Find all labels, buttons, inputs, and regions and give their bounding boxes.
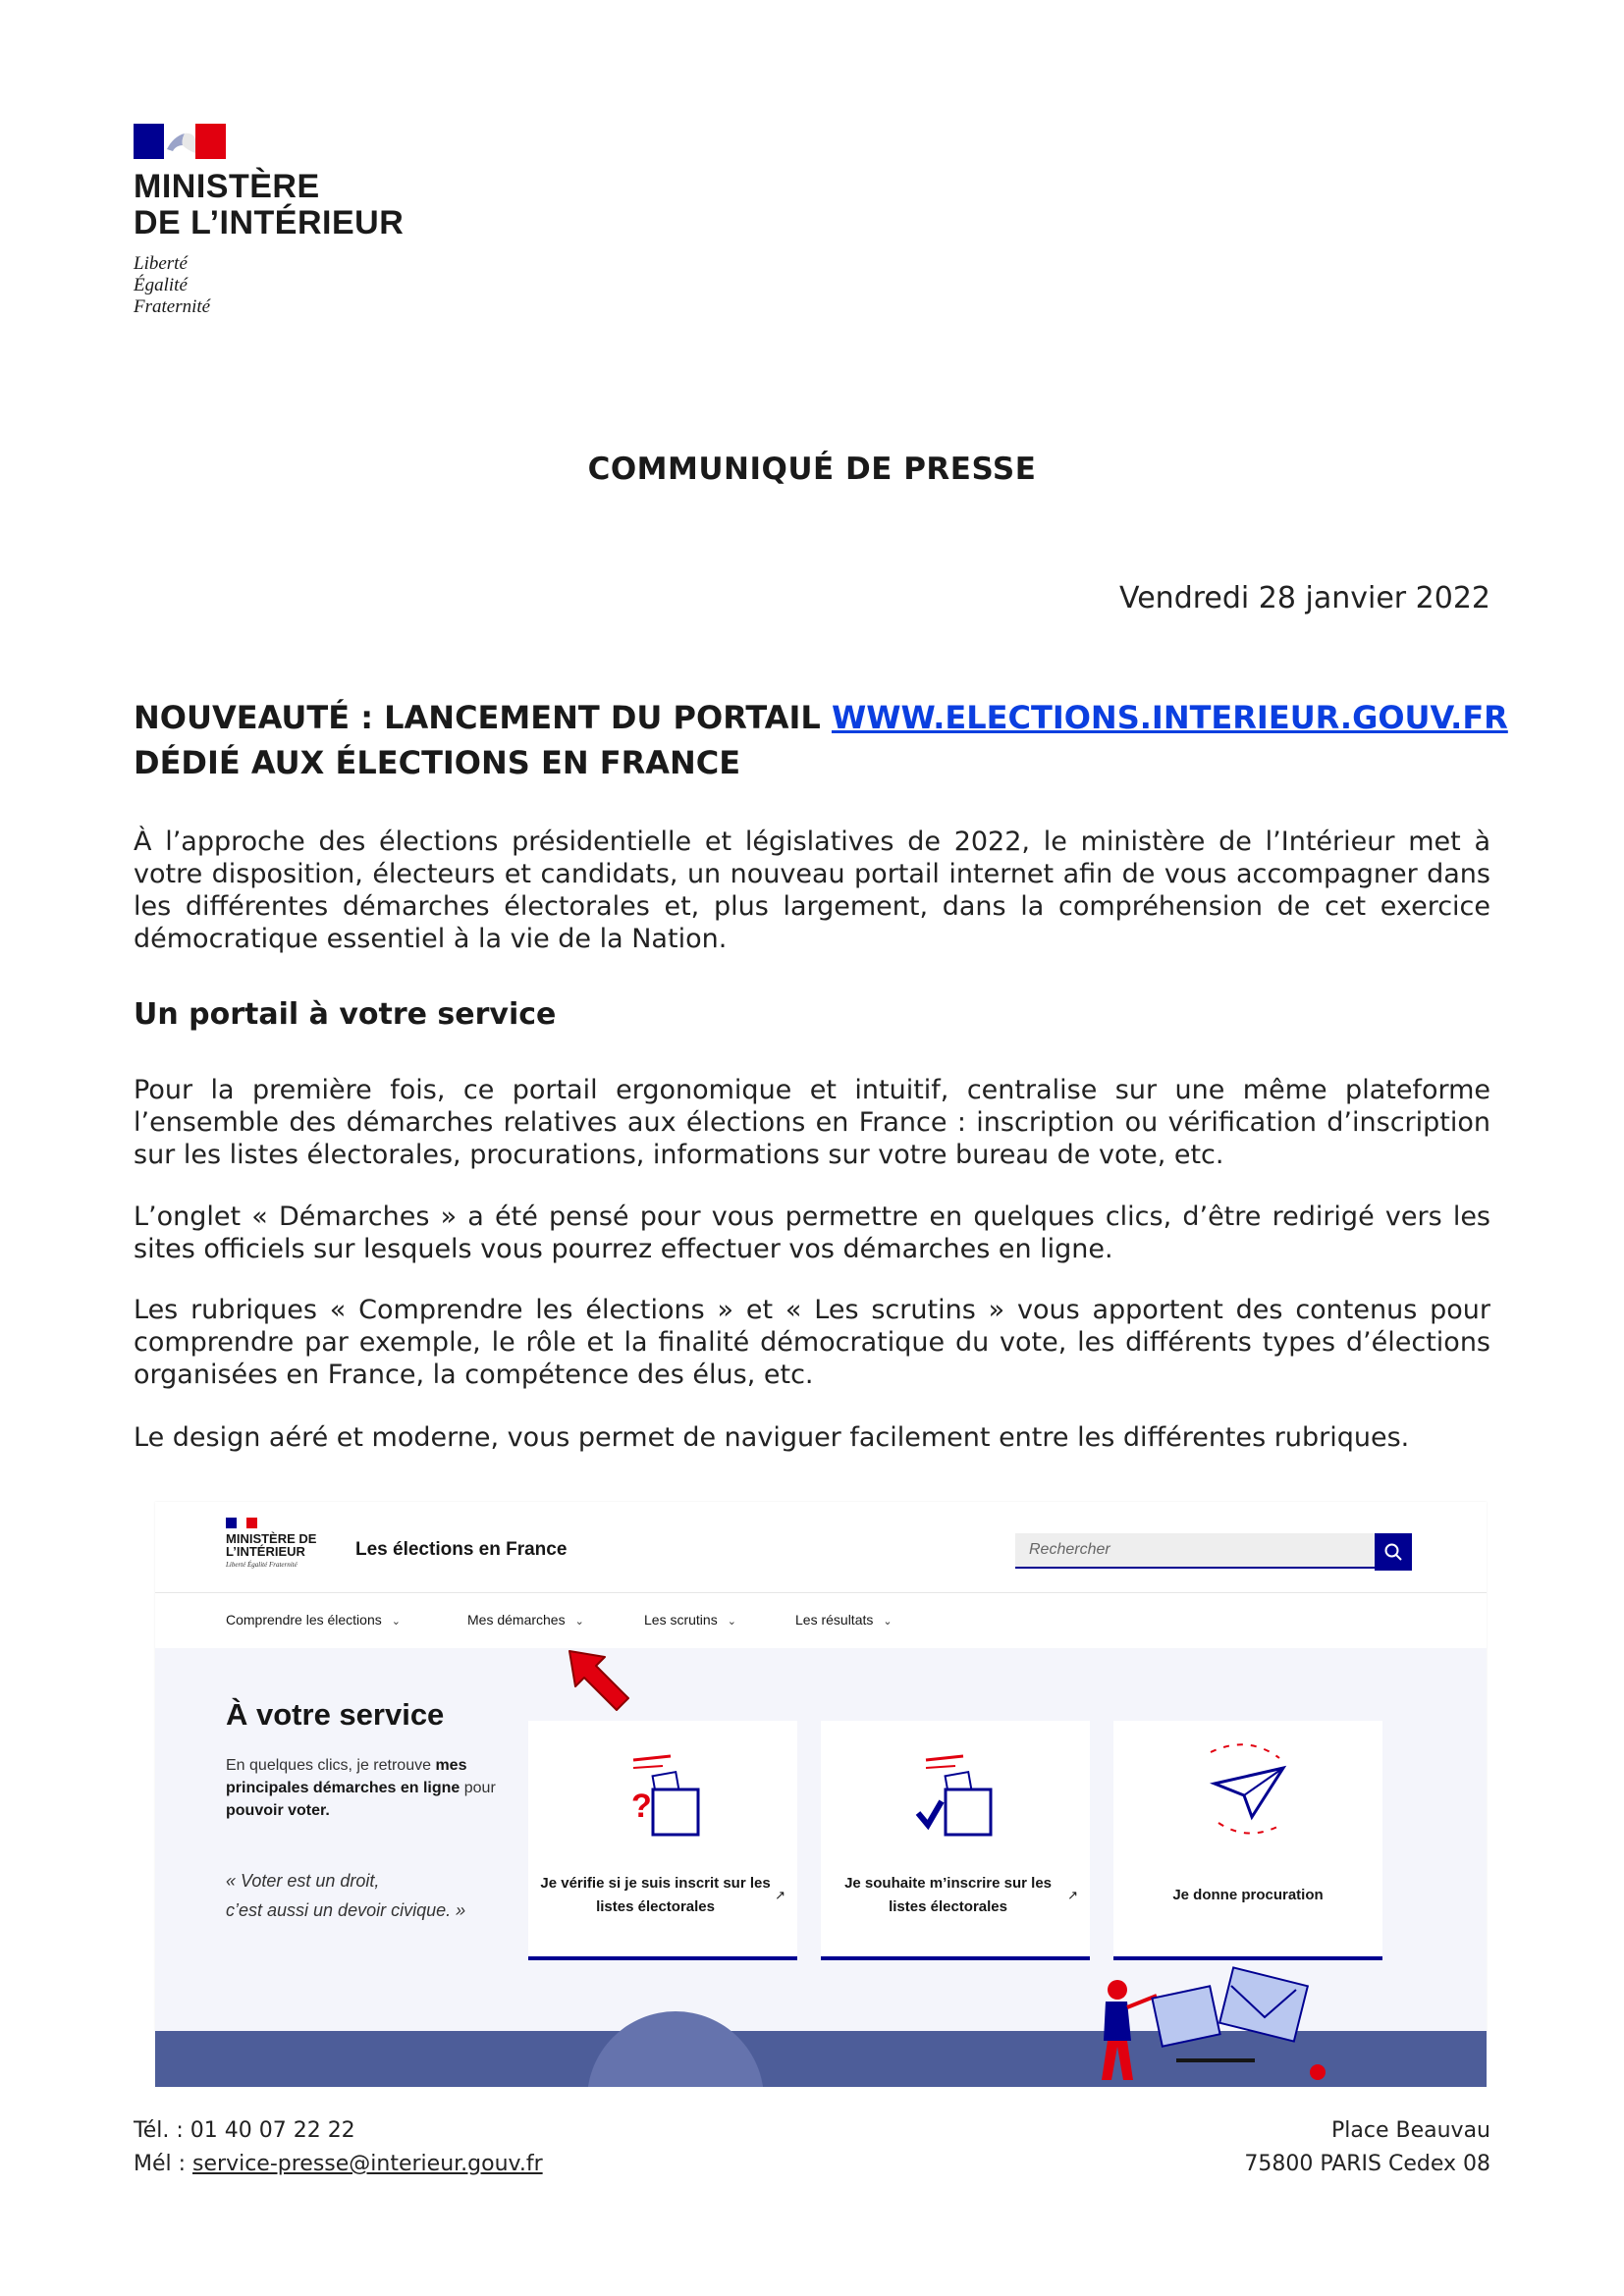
footer-contact xyxy=(134,2114,543,2181)
section-title: Un portail à votre service xyxy=(134,997,557,1032)
card-verify-registration[interactable] xyxy=(528,1721,797,1960)
hero-section xyxy=(155,1648,1487,2087)
card-register-text: Je souhaite m’inscrire sur les listes électorales xyxy=(844,1875,1053,1915)
card-register-label xyxy=(833,1866,1078,1925)
paragraph-1: Pour la première fois, ce portail ergonomique et intuitif, centralise sur une même plateforme l’ensemble des démarches relatives aux élections en France : inscription ou vérification d’inscription sur les listes électorales, procurations, informations sur votre bureau de vote, etc. xyxy=(134,1075,1490,1170)
hero-text-bold2: pouvoir voter. xyxy=(226,1802,330,1819)
chevron-down-icon: ⌄ xyxy=(391,1616,401,1628)
portal-link[interactable]: WWW.ELECTIONS.INTERIEUR.GOUV.FR xyxy=(831,699,1508,736)
chevron-down-icon: ⌄ xyxy=(883,1616,893,1628)
nav-resultats-label: Les résultats xyxy=(795,1612,874,1628)
motto-fraternite: Fraternité xyxy=(134,296,211,317)
motto-egalite: Égalité xyxy=(134,275,188,295)
red-arrow-icon xyxy=(566,1647,634,1716)
footer-address-line1: Place Beauvau xyxy=(1331,2118,1490,2143)
nav-scrutins[interactable] xyxy=(644,1612,736,1628)
ballot-question-icon xyxy=(528,1740,797,1858)
card-verify-label xyxy=(540,1866,785,1925)
hero-title: À votre service xyxy=(226,1697,445,1732)
hero-text-part2: pour xyxy=(460,1780,496,1796)
chevron-down-icon: ⌄ xyxy=(574,1616,584,1628)
voters-illustration-icon xyxy=(1088,1962,1343,2087)
footer-address xyxy=(1244,2114,1490,2181)
decorative-circle xyxy=(587,2011,764,2087)
ministry-logo xyxy=(134,124,448,318)
footer-address-line2: 75800 PARIS Cedex 08 xyxy=(1244,2152,1490,2176)
site-logo-line1: MINISTÈRE DE xyxy=(226,1531,317,1546)
footer-mail xyxy=(134,2148,543,2181)
svg-text:?: ? xyxy=(631,1788,652,1825)
site-nav xyxy=(155,1592,1487,1649)
footer-mail-link[interactable]: service-presse@interieur.gouv.fr xyxy=(192,2152,543,2176)
hero-text-bold: mes principales démarches en ligne xyxy=(226,1757,467,1796)
quote-line1: « Voter est un droit, xyxy=(226,1871,380,1891)
card-proxy[interactable] xyxy=(1113,1721,1382,1960)
card-register[interactable] xyxy=(821,1721,1090,1960)
search-icon xyxy=(1383,1542,1403,1562)
nav-scrutins-label: Les scrutins xyxy=(644,1612,718,1628)
ballot-check-icon xyxy=(821,1740,1090,1858)
nav-comprendre-label: Comprendre les élections xyxy=(226,1612,382,1628)
intro-paragraph: À l’approche des élections présidentielle et législatives de 2022, le ministère de l’Intérieur met à votre disposition, électeurs et candidats, un nouveau portail internet afin de vous accompagner dans les différentes démarches électorales et, plus largement, dans la compréhension de cet exercice démocratique essentiel à la vie de la Nation. xyxy=(134,827,1490,954)
publication-date: Vendredi 28 janvier 2022 xyxy=(1119,581,1490,615)
paragraph-4: Le design aéré et moderne, vous permet de naviguer facilement entre les différentes rubriques. xyxy=(134,1422,1410,1453)
ministry-name-line1: MINISTÈRE xyxy=(134,168,320,205)
ministry-name xyxy=(134,169,448,241)
portal-screenshot xyxy=(155,1502,1487,2087)
site-logo-motto: Liberté Égalité Fraternité xyxy=(226,1561,298,1569)
nav-demarches[interactable] xyxy=(467,1612,584,1628)
search-button[interactable] xyxy=(1375,1533,1412,1571)
paragraph-3: Les rubriques « Comprendre les élections » et « Les scrutins » vous apportent des contenus pour comprendre par exemple, le rôle et la finalité démocratique du vote, les différents types d’élections organisées en France, la compétence des élus, etc. xyxy=(134,1295,1490,1390)
footer-mail-label: Mél : xyxy=(134,2152,193,2176)
hero-quote xyxy=(226,1866,520,1925)
headline-prefix: NOUVEAUTÉ : LANCEMENT DU PORTAIL xyxy=(134,699,832,736)
nav-resultats[interactable] xyxy=(795,1612,893,1628)
site-logo[interactable] xyxy=(226,1518,316,1569)
site-logo-name xyxy=(226,1532,316,1558)
external-link-icon: ↗ xyxy=(1067,1888,1078,1902)
nav-comprendre[interactable] xyxy=(226,1612,401,1628)
card-verify-text: Je vérifie si je suis inscrit sur les listes électorales xyxy=(540,1875,771,1915)
external-link-icon: ↗ xyxy=(775,1888,785,1902)
footer-phone: Tél. : 01 40 07 22 22 xyxy=(134,2118,355,2143)
nav-demarches-label: Mes démarches xyxy=(467,1612,566,1628)
card-proxy-text: Je donne procuration xyxy=(1172,1887,1324,1903)
paper-plane-icon xyxy=(1113,1740,1382,1858)
headline xyxy=(134,695,1508,785)
ministry-name-line2: DE L’INTÉRIEUR xyxy=(134,204,405,241)
search-input[interactable] xyxy=(1015,1533,1375,1569)
site-logo-line2: L’INTÉRIEUR xyxy=(226,1544,305,1559)
site-header xyxy=(155,1502,1487,1592)
headline-suffix: DÉDIÉ AUX ÉLECTIONS EN FRANCE xyxy=(134,744,741,781)
republic-motto xyxy=(134,253,448,318)
card-proxy-label xyxy=(1125,1866,1371,1925)
site-title[interactable]: Les élections en France xyxy=(355,1539,568,1560)
paragraph-2: L’onglet « Démarches » a été pensé pour vous permettre en quelques clics, d’être redirigé vers les sites officiels sur lesquels vous pourrez effectuer vos démarches en ligne. xyxy=(134,1201,1490,1264)
document-type-title: COMMUNIQUÉ DE PRESSE xyxy=(587,452,1037,487)
hero-text xyxy=(226,1754,511,1822)
motto-liberte: Liberté xyxy=(134,253,188,274)
marianne-flag-icon xyxy=(134,124,226,159)
marianne-flag-icon xyxy=(226,1518,257,1528)
quote-line2: c’est aussi un devoir civique. » xyxy=(226,1900,466,1920)
chevron-down-icon: ⌄ xyxy=(727,1616,736,1628)
hero-text-part1: En quelques clics, je retrouve xyxy=(226,1757,436,1774)
